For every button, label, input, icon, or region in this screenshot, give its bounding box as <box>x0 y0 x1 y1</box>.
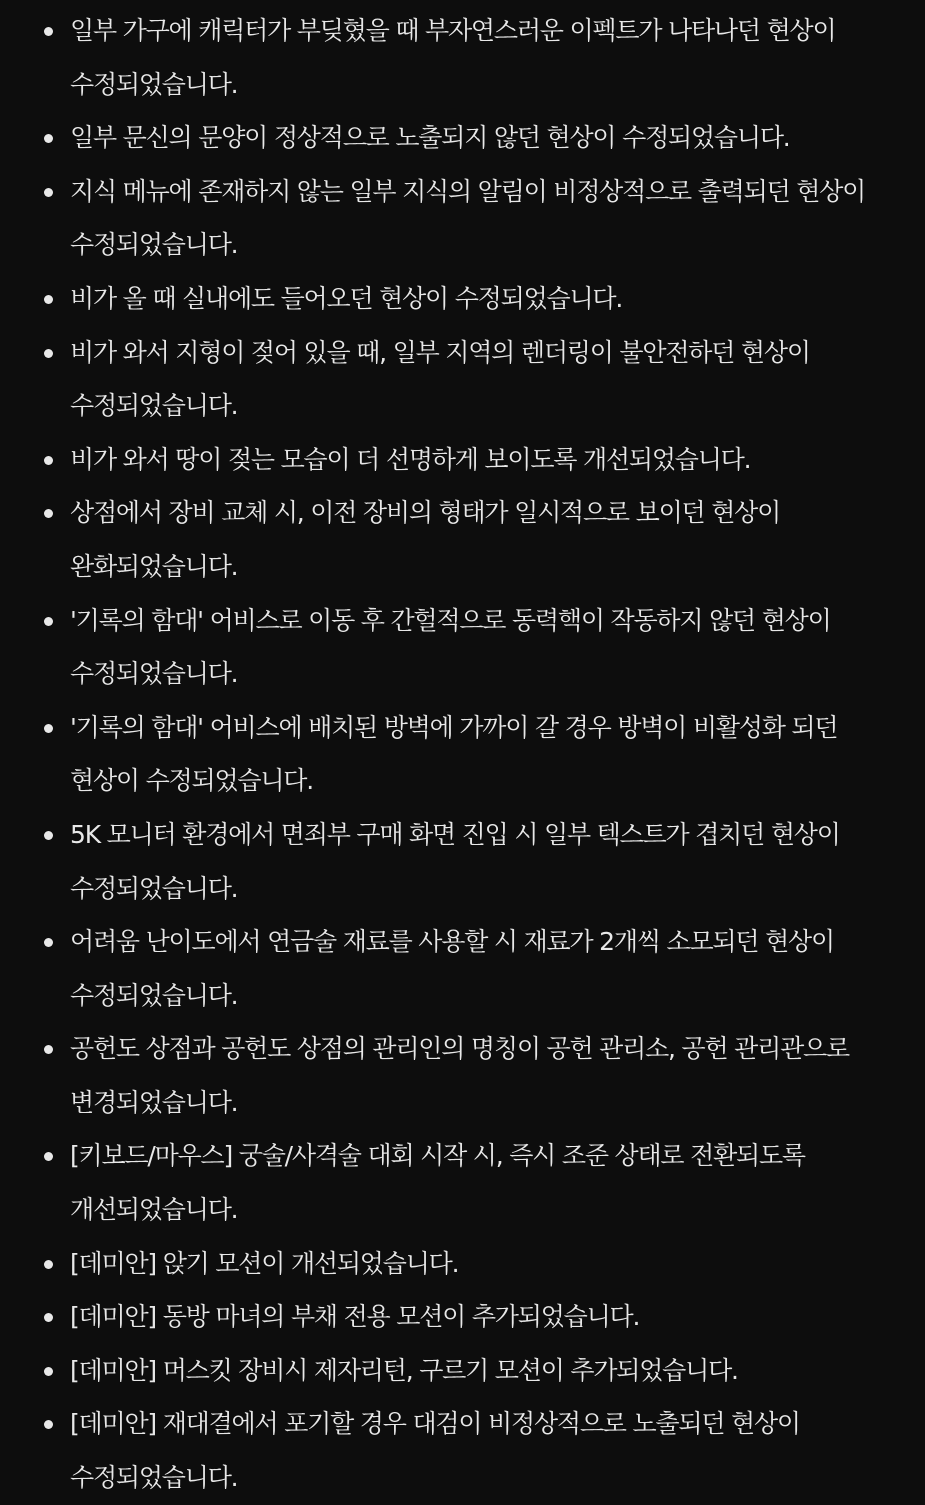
bullet-icon <box>44 188 53 197</box>
bullet-icon <box>44 1420 53 1429</box>
list-item <box>0 915 925 1022</box>
list-item <box>0 486 925 593</box>
list-item <box>0 1022 925 1129</box>
list-item-text: 일부 가구에 캐릭터가 부딪혔을 때 부자연스러운 이펙트가 나타나던 현상이 수정되었습니다. <box>70 16 836 99</box>
list-item <box>0 1129 925 1236</box>
patch-notes-list <box>0 4 925 1505</box>
list-item-text: [데미안] 동방 마녀의 부채 전용 모션이 추가되었습니다. <box>70 1302 640 1332</box>
bullet-icon <box>44 456 53 465</box>
bullet-icon <box>44 134 53 143</box>
list-item <box>0 4 925 111</box>
bullet-icon <box>44 617 53 626</box>
list-item-text: '기록의 함대' 어비스로 이동 후 간헐적으로 동력핵이 작동하지 않던 현상이 수정되었습니다. <box>70 605 831 689</box>
list-item-text: 비가 올 때 실내에도 들어오던 현상이 수정되었습니다. <box>70 283 623 313</box>
list-item-text: [데미안] 앉기 모션이 개선되었습니다. <box>70 1248 459 1278</box>
list-item-text: 비가 와서 지형이 젖어 있을 때, 일부 지역의 렌더링이 불안전하던 현상이 수정되었습니다. <box>70 337 810 421</box>
list-item-text: 5K 모니터 환경에서 면죄부 구매 화면 진입 시 일부 텍스트가 겹치던 현상이 수정되었습니다. <box>70 819 840 903</box>
list-item-text: 일부 문신의 문양이 정상적으로 노출되지 않던 현상이 수정되었습니다. <box>70 123 790 153</box>
bullet-icon <box>44 938 53 947</box>
list-item <box>0 111 925 165</box>
list-item <box>0 165 925 272</box>
list-item <box>0 433 925 487</box>
list-item-text: 비가 와서 땅이 젖는 모습이 더 선명하게 보이도록 개선되었습니다. <box>70 444 751 474</box>
list-item-text: 공헌도 상점과 공헌도 상점의 관리인의 명칭이 공헌 관리소, 공헌 관리관으로 변경되었습니다. <box>70 1034 849 1117</box>
list-item <box>0 701 925 808</box>
list-item <box>0 1290 925 1344</box>
list-item-text: [키보드/마우스] 궁술/사격술 대회 시작 시, 즉시 조준 상태로 전환되도록 개선되었습니다. <box>70 1141 805 1225</box>
bullet-icon <box>44 1367 53 1376</box>
list-item <box>0 1237 925 1291</box>
list-item-text: 어려움 난이도에서 연금술 재료를 사용할 시 재료가 2개씩 소모되던 현상이 수정되었습니다. <box>70 927 834 1010</box>
bullet-icon <box>44 509 53 518</box>
list-item <box>0 594 925 701</box>
bullet-icon <box>44 831 53 840</box>
list-item <box>0 808 925 915</box>
bullet-icon <box>44 1152 53 1161</box>
list-item-text: '기록의 함대' 어비스에 배치된 방벽에 가까이 갈 경우 방벽이 비활성화 되던 현상이 수정되었습니다. <box>70 712 838 796</box>
list-item-text: 상점에서 장비 교체 시, 이전 장비의 형태가 일시적으로 보이던 현상이 완화되었습니다. <box>70 498 781 581</box>
list-item-text: [데미안] 재대결에서 포기할 경우 대검이 비정상적으로 노출되던 현상이 수정되었습니다. <box>70 1409 800 1493</box>
bullet-icon <box>44 1260 53 1269</box>
list-item-text: [데미안] 머스킷 장비시 제자리턴, 구르기 모션이 추가되었습니다. <box>70 1355 738 1385</box>
list-item <box>0 1344 925 1398</box>
list-item <box>0 326 925 433</box>
bullet-icon <box>44 27 53 36</box>
bullet-icon <box>44 295 53 304</box>
bullet-icon <box>44 1313 53 1322</box>
bullet-icon <box>44 724 53 733</box>
list-item <box>0 272 925 326</box>
bullet-icon <box>44 1045 53 1054</box>
list-item-text: 지식 메뉴에 존재하지 않는 일부 지식의 알림이 비정상적으로 출력되던 현상이 수정되었습니다. <box>70 176 866 260</box>
bullet-icon <box>44 349 53 358</box>
list-item <box>0 1397 925 1504</box>
